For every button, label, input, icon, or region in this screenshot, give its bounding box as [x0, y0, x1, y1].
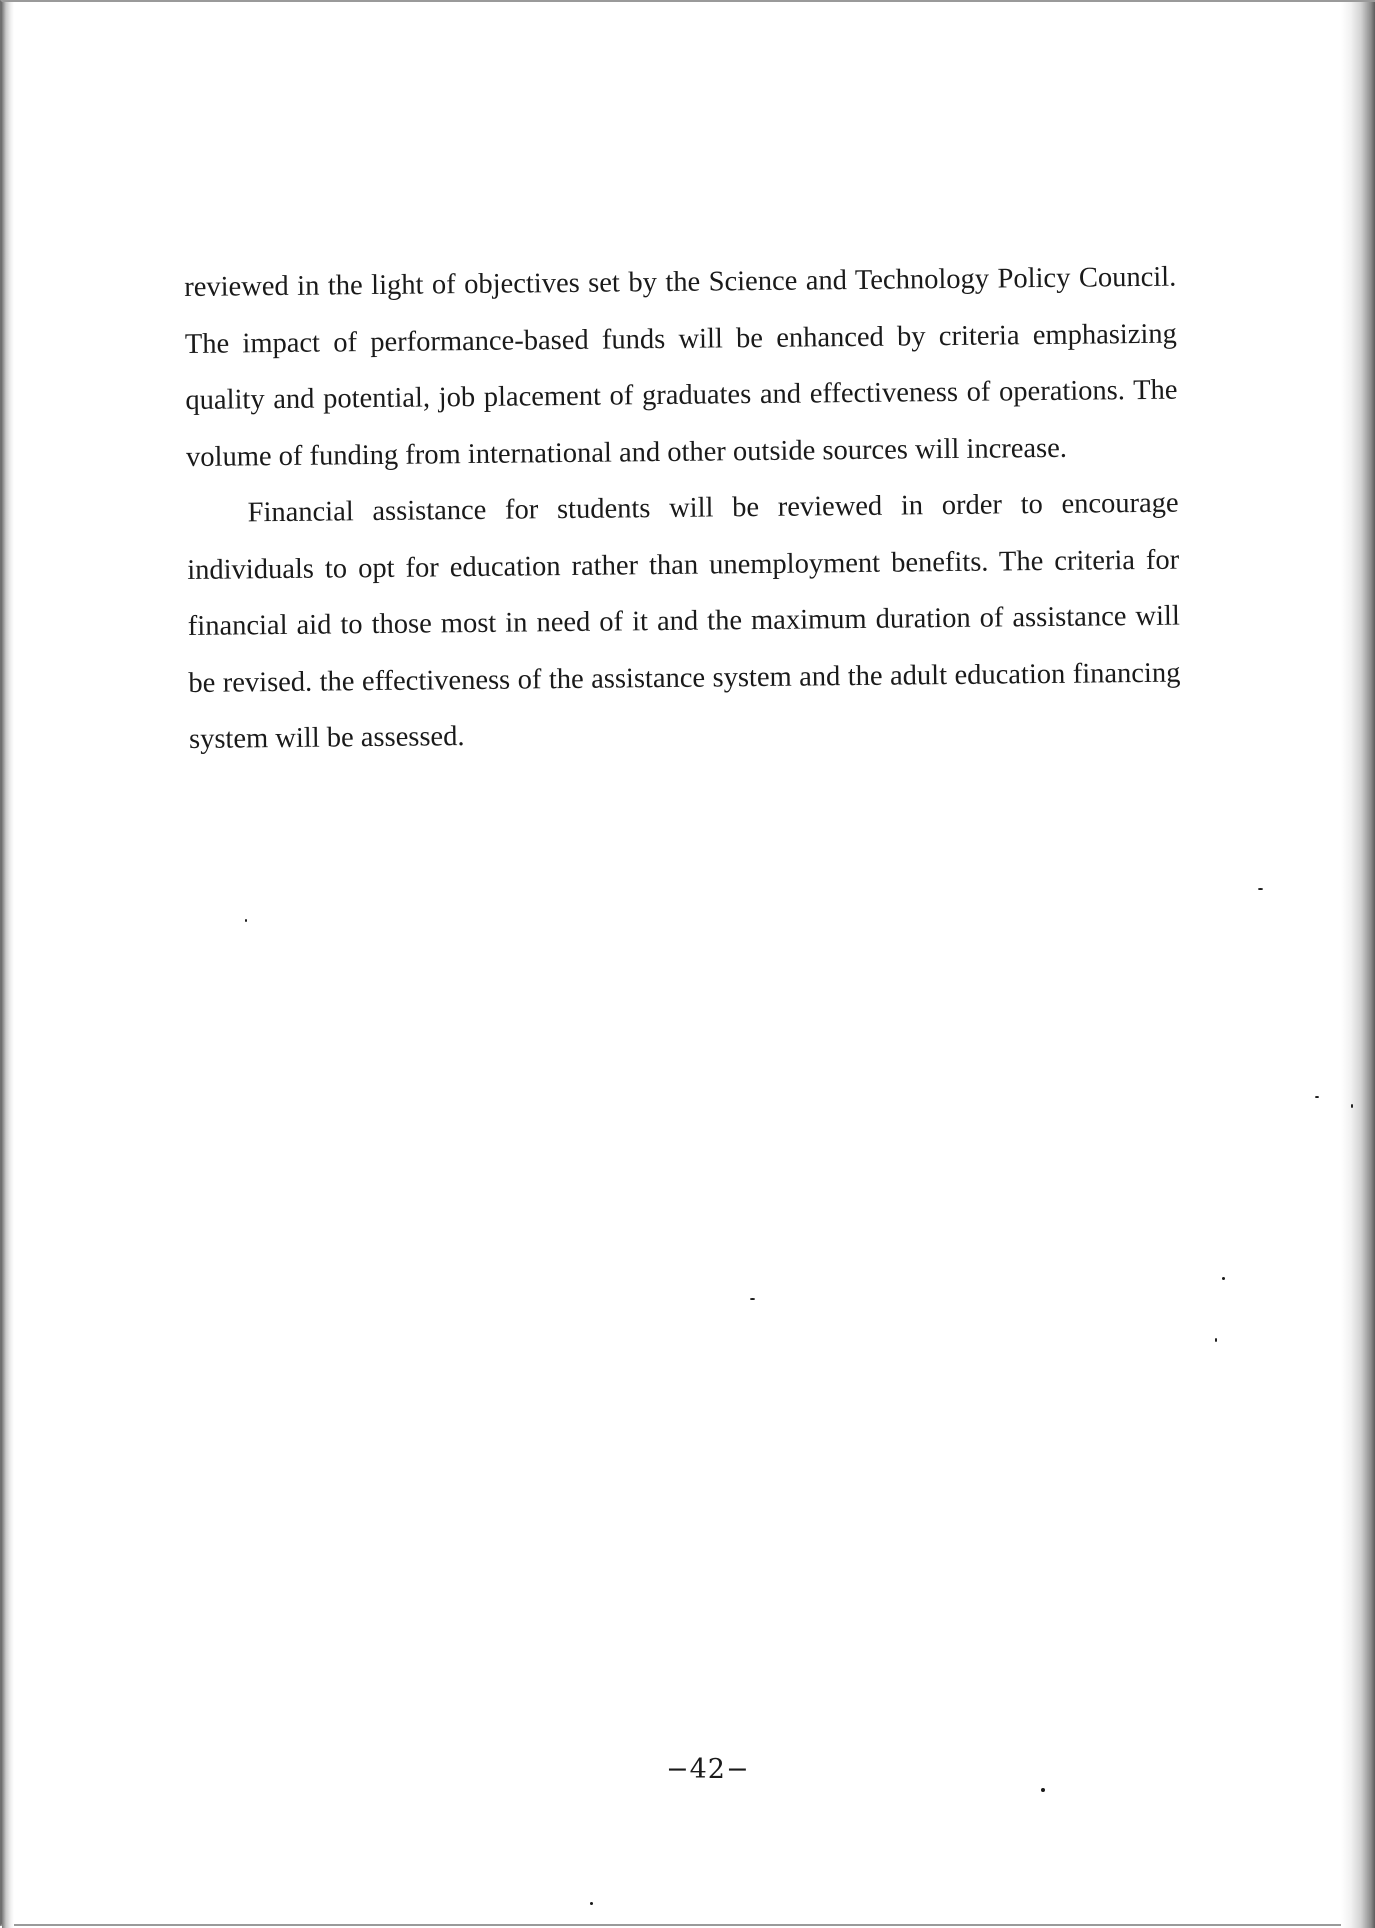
scan-speck [1258, 888, 1263, 890]
scan-speck [245, 919, 247, 922]
scan-speck [1215, 1338, 1217, 1342]
page-left-edge-shadow [2, 2, 14, 1928]
paragraph-financial-assistance: Financial assistance for students will be reviewed in order to encourage individuals to opt for education rather than unemployment benefits. The criteria for financial aid to those most in need of it and the maximum duration of assistance will be revised. the effectiveness of the assistance system and the adult education financing system will be assessed. [187, 487, 1181, 755]
scan-speck [1315, 1096, 1319, 1098]
paragraph-continued: reviewed in the light of objectives set by the Science and Technology Policy Council. The impact of performance-based funds will be enhanced by criteria emphasizing quality and potential, job placement of graduates and effectiveness of operations. The volume of funding from international and other outside sources will increase. [184, 261, 1178, 473]
scan-speck [1222, 1277, 1225, 1280]
scan-speck [590, 1902, 593, 1905]
scan-speck [1041, 1788, 1045, 1792]
page-right-edge-shadow [1341, 2, 1375, 1928]
scan-speck [750, 1298, 755, 1300]
page-number: −42− [666, 1754, 750, 1785]
body-text [184, 250, 1181, 769]
scan-speck [1351, 1104, 1353, 1108]
